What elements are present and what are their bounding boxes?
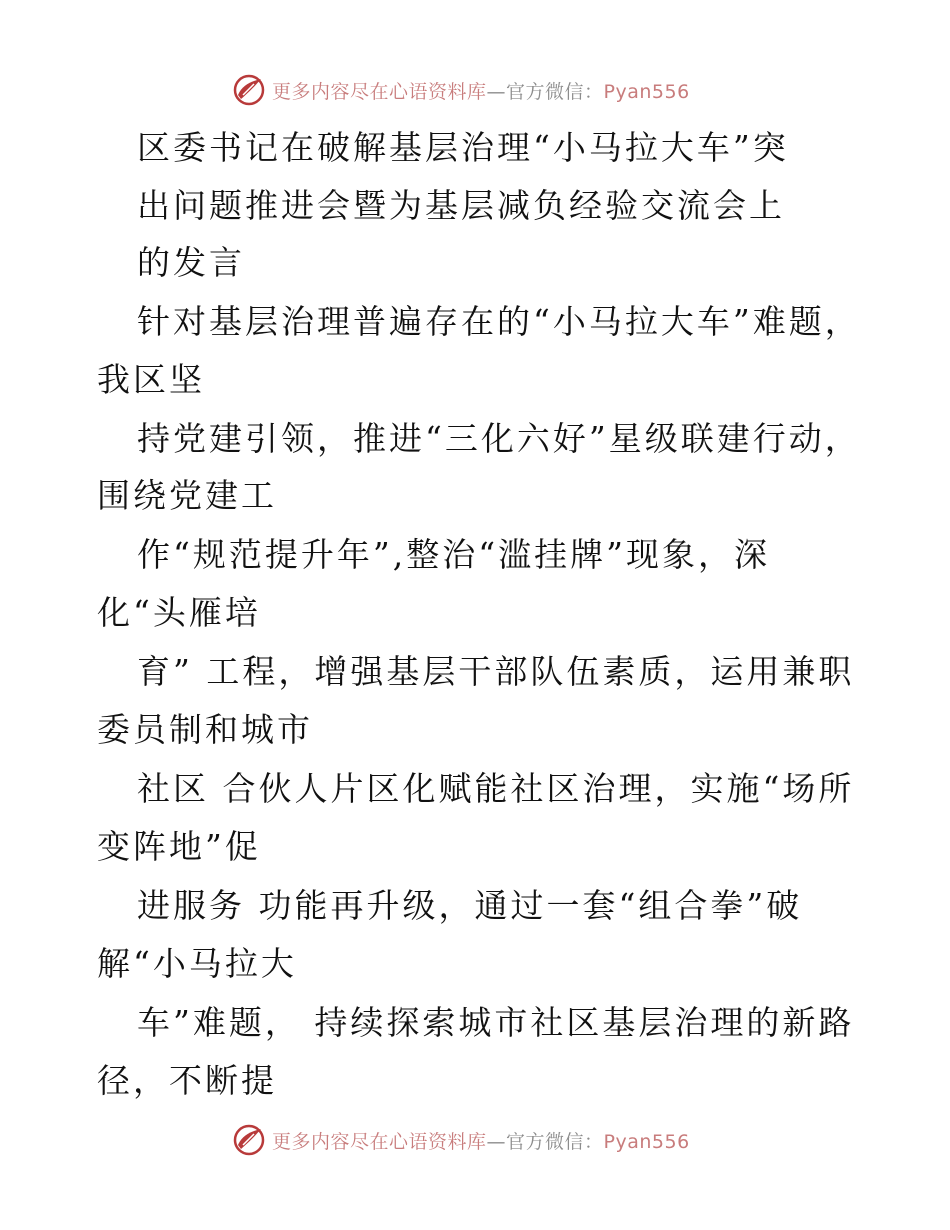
document-title-line: 的发言 bbox=[137, 243, 245, 282]
document-title-line: 区委书记在破解基层治理“小马拉大车”突 bbox=[137, 128, 789, 167]
footer-banner-wechat-label: 官方微信： bbox=[506, 1130, 604, 1153]
paragraph-line: 进服务 功能再升级，通过一套“组合拳”破 bbox=[137, 886, 803, 925]
paragraph-line: 化“头雁培 bbox=[97, 593, 261, 632]
header-banner-dash: — bbox=[486, 80, 507, 103]
paragraph-line: 径，不断提 bbox=[97, 1061, 277, 1100]
pen-logo-icon bbox=[232, 1123, 266, 1157]
paragraph-line: 委员制和城市 bbox=[97, 710, 313, 749]
header-banner-main-text: 更多内容尽在心语资料库 bbox=[272, 80, 487, 103]
paragraph-line: 变阵地”促 bbox=[97, 827, 261, 866]
paragraph-line: 持党建引领，推进“三化六好”星级联建行动， bbox=[137, 419, 861, 458]
paragraph-line: 我区坚 bbox=[97, 360, 205, 399]
footer-banner-dash: — bbox=[486, 1130, 507, 1153]
header-banner-wechat-id: Pyan556 bbox=[603, 80, 690, 103]
paragraph-line: 作“规范提升年”,整治“滥挂牌”现象，深 bbox=[137, 535, 770, 574]
paragraph-line: 育” 工程，增强基层干部队伍素质，运用兼职 bbox=[137, 652, 855, 691]
footer-banner bbox=[232, 1122, 690, 1158]
paragraph-line: 社区 合伙人片区化赋能社区治理，实施“场所 bbox=[137, 769, 855, 808]
header-banner-wechat-label: 官方微信： bbox=[506, 80, 604, 103]
pen-logo-icon bbox=[232, 73, 266, 107]
footer-banner-wechat-id: Pyan556 bbox=[603, 1130, 690, 1153]
footer-banner-main-text: 更多内容尽在心语资料库 bbox=[272, 1130, 487, 1153]
paragraph-line: 针对基层治理普遍存在的“小马拉大车”难题， bbox=[137, 302, 861, 341]
header-banner bbox=[232, 72, 690, 108]
paragraph-line: 围绕党建工 bbox=[97, 476, 277, 515]
paragraph-line: 车”难题， 持续探索城市社区基层治理的新路 bbox=[137, 1003, 855, 1042]
document-title-line: 出问题推进会暨为基层减负经验交流会上 bbox=[137, 186, 785, 225]
paragraph-line: 解“小马拉大 bbox=[97, 944, 297, 983]
